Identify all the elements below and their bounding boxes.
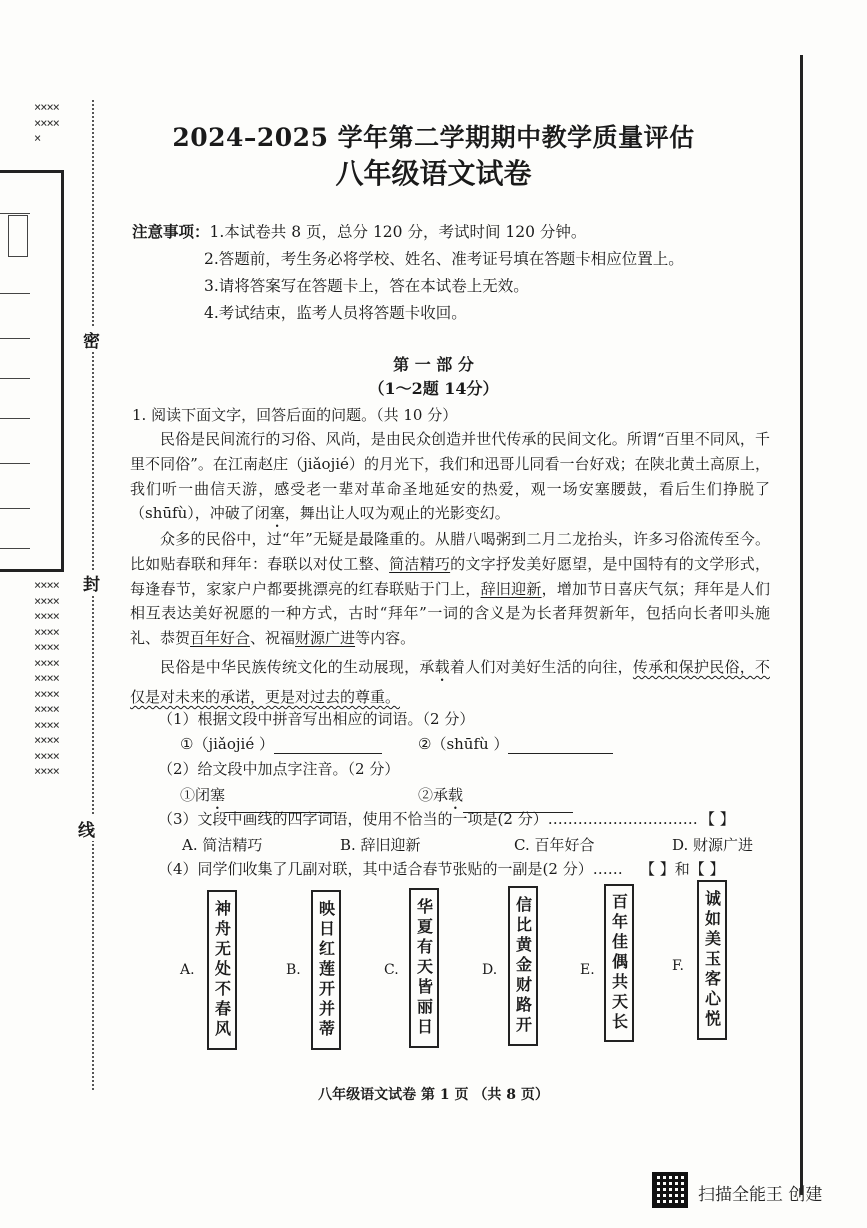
x-marks-bottom: ×××××××××××××××××××××××××××××××××××××××××××××××××××× <box>34 578 59 778</box>
seal-char-feng: 封 <box>83 570 100 595</box>
page-footer: 八年级语文试卷 第 1 页 （共 8 页） <box>318 1087 549 1103</box>
sub3-stem: （3）文段中画线的四字词语，使用不恰当的一项是(2 分）………………………… <box>158 810 698 828</box>
note-item-1: 1.本试卷共 8 页，总分 120 分，考试时间 120 分钟。 <box>209 223 587 241</box>
sub3-bracket[interactable]: 【 】 <box>700 810 735 828</box>
sub1-answer-b: ②（shūfù ） <box>418 733 613 754</box>
sub2-stem: （2）给文段中加点字注音。（2 分） <box>158 760 400 778</box>
part-title: 第 一 部 分 <box>393 355 474 374</box>
sub1-answer-a: ①（jiǎojié ） <box>180 733 382 754</box>
couplet-label-a: A. <box>180 962 195 978</box>
x-marks-top: ××××××××× <box>34 100 59 145</box>
note-item-4: 4.考试结束，监考人员将答题卡收回。 <box>204 304 467 322</box>
q1-paragraph-2: 众多的民俗中，过“年”无疑是最隆重的。从腊八喝粥到二月二龙抬头，许多习俗流传至今。比如贴春联和拜年：春联以对仗工整、简洁精巧的文字抒发美好愿望，是中国特有的文学形式，每逢春节，家家户户都要挑漂亮的红春联贴于门上，辞旧迎新，增加节日喜庆气氛；拜年是人们相互表达美好祝愿的一种方式，古时“拜年”一词的含义是为长者拜贺新年，包括向长者叩头施礼、恭贺百年好合、祝福财源广进等内容。 <box>130 530 770 648</box>
exam-title: 2024–2025 学年第二学期期中教学质量评估 <box>172 123 695 152</box>
exam-subtitle: 八年级语文试卷 <box>335 157 532 190</box>
couplet-label-f: F. <box>672 958 684 974</box>
couplet-f: 诚如美玉客心悦 <box>697 880 727 1040</box>
couplet-label-e: E. <box>580 962 595 978</box>
answer-blank[interactable] <box>508 737 613 754</box>
couplet-c: 华夏有天皆丽日 <box>409 888 439 1048</box>
couplet-label-c: C. <box>384 962 399 978</box>
answer-blank[interactable] <box>274 737 382 754</box>
sub3-option-b: B. 辞旧迎新 <box>340 836 421 854</box>
sub3-option-a: A. 简洁精巧 <box>182 836 263 854</box>
sub3-option-d: D. 财源广进 <box>672 836 754 854</box>
underline-word-4: 财源广进 <box>295 629 356 648</box>
couplet-label-d: D. <box>482 962 498 978</box>
seal-char-mi: 密 <box>83 327 100 352</box>
page-edge-line <box>800 55 803 1195</box>
underline-word-1: 简洁精巧 <box>389 554 451 573</box>
wavy-underline-sentence: 传承和保护民俗，不仅是对未来的承诺，更是对过去的尊重。 <box>130 658 770 706</box>
underline-word-2: 辞旧迎新 <box>480 579 542 598</box>
sub2-answer-a: ①闭塞 <box>180 784 337 813</box>
couplet-label-b: B. <box>286 962 301 978</box>
q1-stem: 1. 阅读下面文字，回答后面的问题。（共 10 分） <box>132 406 458 424</box>
couplet-a: 神舟无处不春风 <box>207 890 237 1050</box>
sub2-answer-b: ②承载 <box>418 784 573 813</box>
notes-label: 注意事项： <box>132 222 210 241</box>
q1-paragraph-3: 民俗是中华民族传统文化的生动展现，承载着人们对美好生活的向往，传承和保护民俗，不仅是对未来的承诺，更是对过去的尊重。 <box>130 658 770 706</box>
dotted-char-sai: 塞 <box>269 504 285 523</box>
notes-block <box>132 220 772 328</box>
couplet-d: 信比黄金财路开 <box>508 886 538 1046</box>
binding-dashed-line <box>92 100 94 1090</box>
couplet-b: 映日红莲开并蒂 <box>311 890 341 1050</box>
q1-paragraph-1: 民俗是民间流行的习俗、风尚，是由民众创造并世代传承的民间文化。所谓“百里不同风，千里不同俗”。在江南赵庄（jiǎojié）的月光下，我们和迅哥儿同看一台好戏；在陕北黄土高原上，我们听一曲信天游，感受老一辈对革命圣地延安的热爱，观一场安塞腰鼓，看后生们挣脱了（shūfù），冲破了闭塞，舞出让人叹为观止的光影变幻。 <box>130 430 770 523</box>
couplet-e: 百年佳偶共天长 <box>604 884 634 1042</box>
sub3-option-c: C. 百年好合 <box>514 836 595 854</box>
scanner-watermark: 扫描全能王 创建 <box>698 1185 823 1205</box>
part-range: （1～2题 14分） <box>368 379 499 398</box>
underline-word-3: 百年好合 <box>190 629 251 648</box>
dotted-char-zai: 载 <box>434 658 450 676</box>
note-item-2: 2.答题前，考生务必将学校、姓名、准考证号填在答题卡相应位置上。 <box>204 250 684 268</box>
sub4-stem: （4）同学们收集了几副对联，其中适合春节张贴的一副是(2 分）…… <box>158 860 623 878</box>
sub4-bracket[interactable]: 【 】和【 】 <box>640 860 725 878</box>
qr-code-icon <box>652 1172 688 1208</box>
seal-char-xian: 线 <box>78 816 95 841</box>
sub1-stem: （1）根据文段中拼音写出相应的词语。（2 分） <box>158 710 475 728</box>
note-item-3: 3.请将答案写在答题卡上，答在本试卷上无效。 <box>204 277 529 295</box>
